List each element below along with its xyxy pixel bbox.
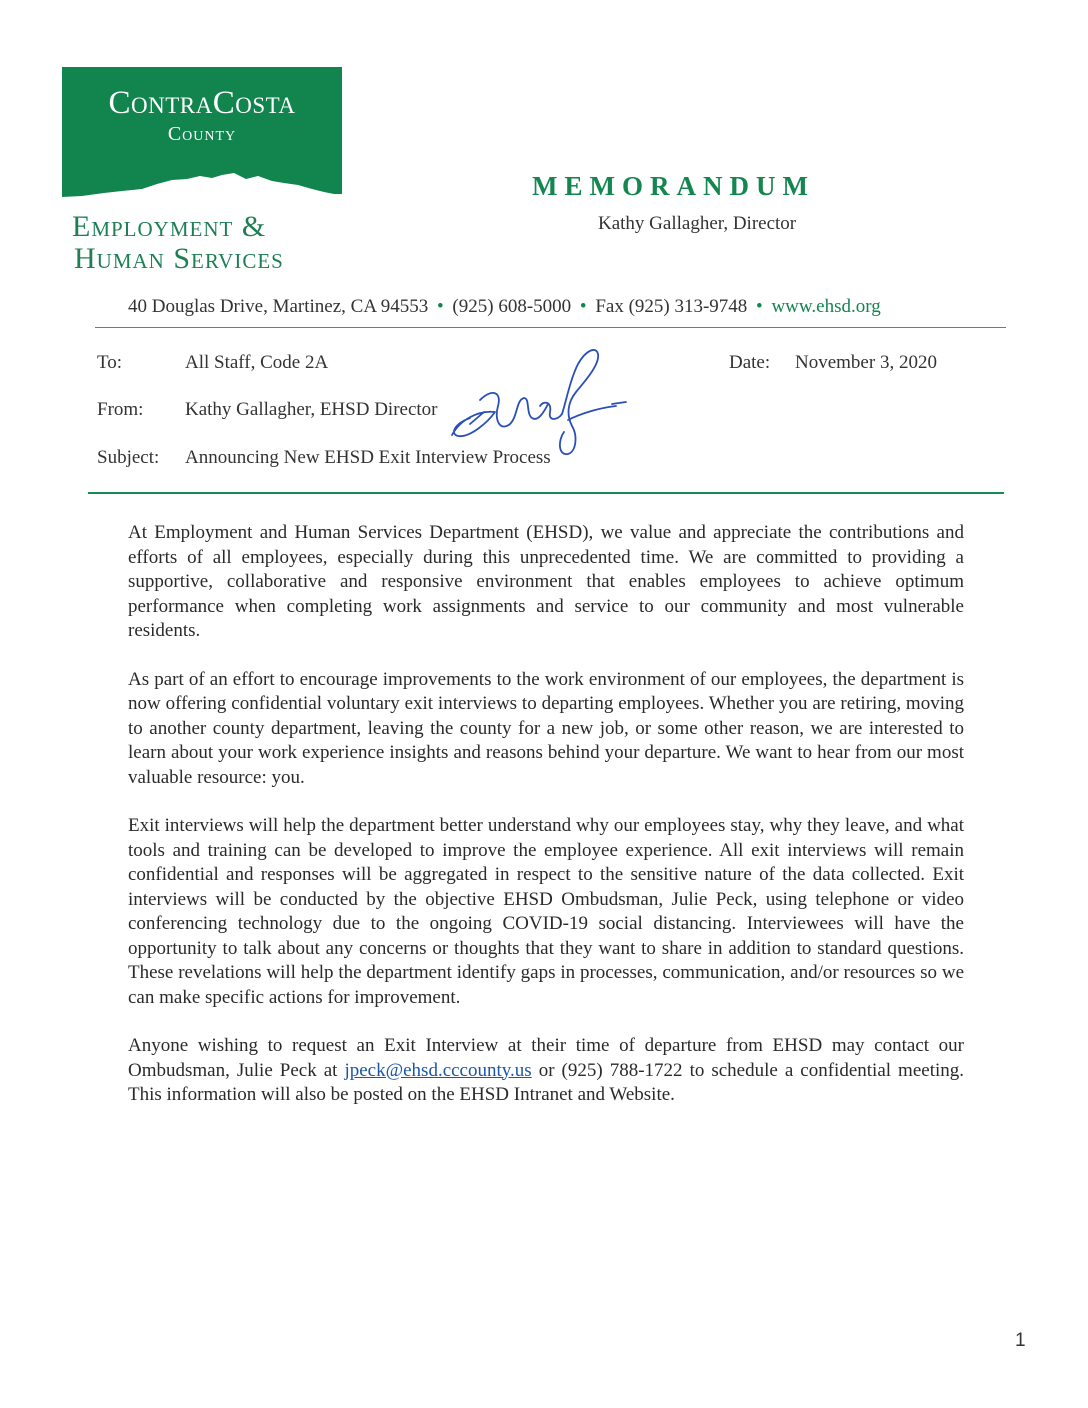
address-street: 40 Douglas Drive, Martinez, CA 94553 — [128, 296, 429, 317]
body-paragraph: As part of an effort to encourage improvements to the work environment of our employees, the department is now offering confidential voluntary exit interviews to departing employees. Whether you are retiring, moving to another county department, leaving the county for a new job, or some other reason, we are interested to learn about your work experience insights and reasons behind your departure. We want to hear from our most valuable resource: you. — [128, 668, 964, 788]
county-logo — [62, 67, 342, 207]
signature-icon — [440, 340, 630, 465]
contact-text-start: Anyone wishing to request an Exit Interview at their time of departure from EHSD may contact our Ombudsman, Julie Peck at — [128, 1035, 964, 1081]
logo-contra-costa: ContraCosta — [108, 85, 296, 121]
logo-department-line2: Human Services — [74, 242, 284, 275]
bullet-separator: • — [756, 296, 763, 317]
memo-title: MEMORANDUM — [532, 171, 815, 201]
bullet-separator: • — [579, 296, 587, 317]
ombudsman-email-link[interactable]: jpeck@ehsd.cccounty.us — [344, 1059, 532, 1081]
logo-county: County — [167, 123, 237, 145]
subject-value: Announcing New EHSD Exit Interview Process — [185, 447, 551, 468]
director-line: Kathy Gallagher, Director — [598, 213, 797, 234]
from-label: From: — [97, 399, 144, 420]
contact-text-end: or (925) 788-1722 to schedule a confidential meeting. This information will also be posted on the EHSD Intranet and Website. — [128, 1059, 965, 1105]
body-paragraph: Exit interviews will help the department better understand why our employees stay, why they leave, and what tools and training can be developed to improve the employee experience. All exit interviews will remain confidential and responses will be aggregated in respect to the sensitive nature of the data collected. Exit interviews will be conducted by the objective EHSD Ombudsman, Julie Peck, using telephone or video conferencing technology due to the ongoing COVID-19 social distancing. Interviewees will have the opportunity to talk about any concerns or thoughts that they want to share in addition to standard questions. These revelations will help the department identify gaps in processes, communication, and/or resources so we can make specific actions for improvement. — [128, 815, 964, 1008]
mountain-silhouette-icon — [62, 167, 342, 207]
memo-body — [128, 521, 964, 1132]
date-label: Date: — [729, 352, 771, 373]
to-label: To: — [97, 352, 123, 373]
address-fax: Fax (925) 313-9748 — [595, 296, 748, 317]
address-phone: (925) 608-5000 — [452, 296, 572, 317]
body-paragraph — [128, 1034, 964, 1108]
bullet-separator: • — [437, 296, 444, 317]
body-paragraph: At Employment and Human Services Department (EHSD), we value and appreciate the contributions and efforts of all employees, especially during this unprecedented time. We are committed to providing a supportive, collaborative and responsive environment that enables employees to achieve optimum performance when completing work assignments and service to our community and most vulnerable residents. — [128, 522, 964, 641]
page-number: 1 — [1015, 1330, 1026, 1351]
date-value: November 3, 2020 — [795, 352, 937, 373]
address-line — [128, 296, 881, 318]
to-value: All Staff, Code 2A — [185, 352, 329, 373]
logo-department-line1: Employment & — [72, 210, 267, 243]
divider — [95, 327, 1006, 328]
divider — [88, 492, 1004, 494]
from-value: Kathy Gallagher, EHSD Director — [185, 399, 438, 420]
website-link[interactable]: www.ehsd.org — [771, 296, 881, 317]
subject-label: Subject: — [97, 447, 160, 468]
